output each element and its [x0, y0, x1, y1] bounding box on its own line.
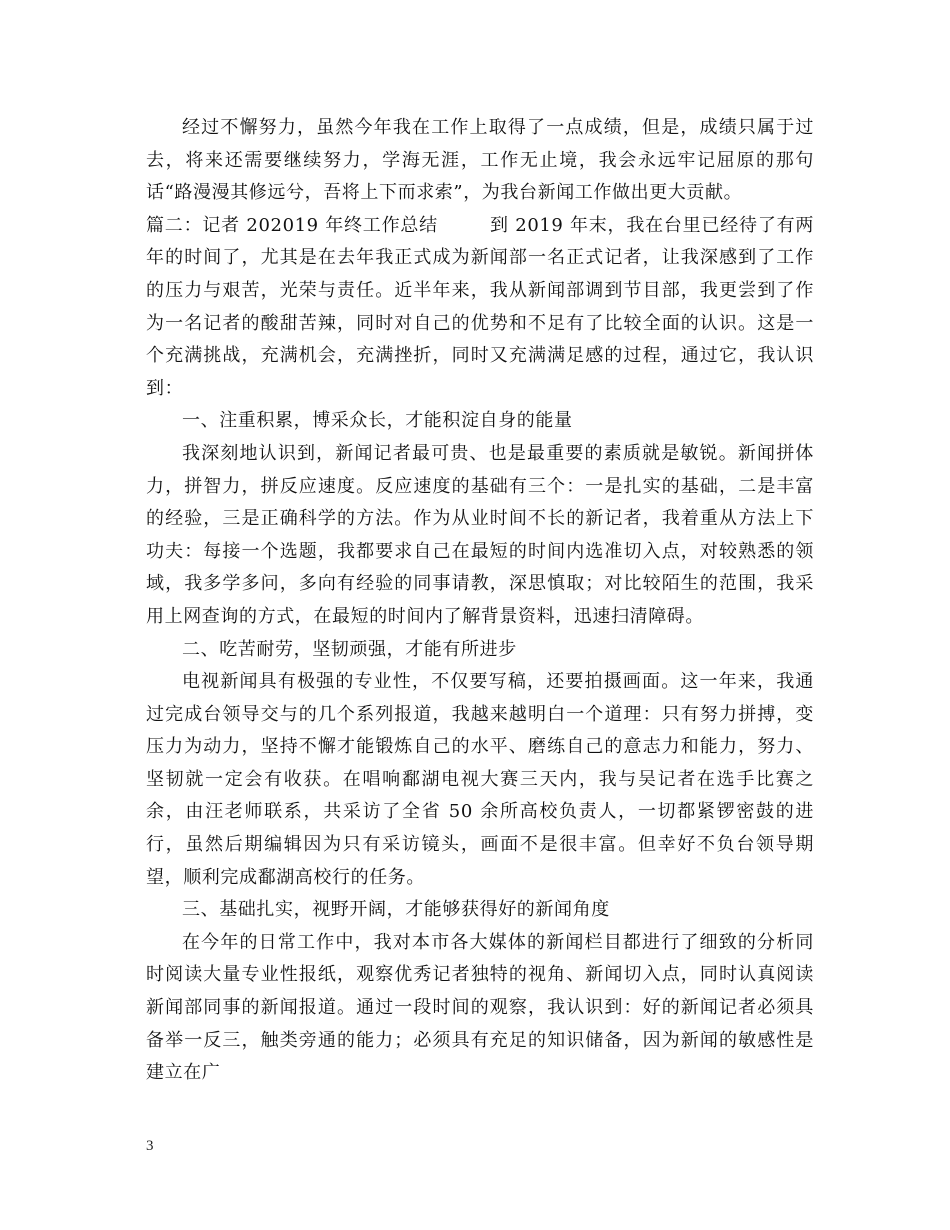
paragraph-section-two: 电视新闻具有极强的专业性，不仅要写稿，还要拍摄画面。这一年来，我通过完成台领导交与的几个系列报道，我越来越明白一个道理：只有努力拼搏，变压力为动力，坚持不懈才能锻炼自己的水平、磨练自己的意志力和能力，努力、坚韧就一定会有收获。在唱响鄱湖电视大赛三天内，我与吴记者在选手比赛之余，由汪老师联系，共采访了全省 50 余所高校负责人，一切都紧锣密鼓的进行，虽然后期编辑因为只有采访镜头，画面不是很丰富。但幸好不负台领导期望，顺利完成鄱湖高校行的任务。	[146, 671, 814, 888]
paragraph-part-two-intro: 篇二：记者 202019 年终工作总结 到 2019 年末，我在台里已经待了有两年的时间了，尤其是在去年我正式成为新闻部一名正式记者，让我深感到了工作的压力与艰苦，光荣与责任。近半年来，我从新闻部调到节目部，我更尝到了作为一名记者的酸甜苦辣，同时对自己的优势和不足有了比较全面的认识。这是一个充满挑战，充满机会，充满挫折，同时又充满满足感的过程，通过它，我认识到：	[146, 214, 814, 399]
section-heading-two: 二、吃苦耐劳，坚韧顽强，才能有所进步	[182, 638, 517, 660]
paragraph-conclusion: 经过不懈努力，虽然今年我在工作上取得了一点成绩，但是，成绩只属于过去，将来还需要继续努力，学海无涯，工作无止境，我会永远牢记屈原的那句话“路漫漫其修远兮，吾将上下而求索”，为我台新闻工作做出更大贡献。	[146, 117, 814, 204]
paragraph-section-three: 在今年的日常工作中，我对本市各大媒体的新闻栏目都进行了细致的分析同时阅读大量专业性报纸，观察优秀记者独特的视角、新闻切入点，同时认真阅读新闻部同事的新闻报道。通过一段时间的观察，我认识到：好的新闻记者必须具备举一反三，触类旁通的能力；必须具有充足的知识储备，因为新闻的敏感性是建立在广	[146, 931, 814, 1084]
section-heading-one: 一、注重积累，博采众长，才能积淀自身的能量	[182, 410, 573, 432]
paragraph-section-one: 我深刻地认识到，新闻记者最可贵、也是最重要的素质就是敏锐。新闻拼体力，拼智力，拼反应速度。反应速度的基础有三个：一是扎实的基础，二是丰富的经验，三是正确科学的方法。作为从业时间不长的新记者，我着重从方法上下功夫：每接一个选题，我都要求自己在最短的时间内选准切入点，对较熟悉的领域，我多学多问，多向有经验的同事请教，深思慎取；对比较陌生的范围，我采用上网查询的方式，在最短的时间内了解背景资料，迅速扫清障碍。	[146, 442, 814, 627]
page-number: 3	[146, 1138, 154, 1154]
document-page	[146, 112, 814, 1090]
section-heading-three: 三、基础扎实，视野开阔，才能够获得好的新闻角度	[182, 899, 610, 921]
